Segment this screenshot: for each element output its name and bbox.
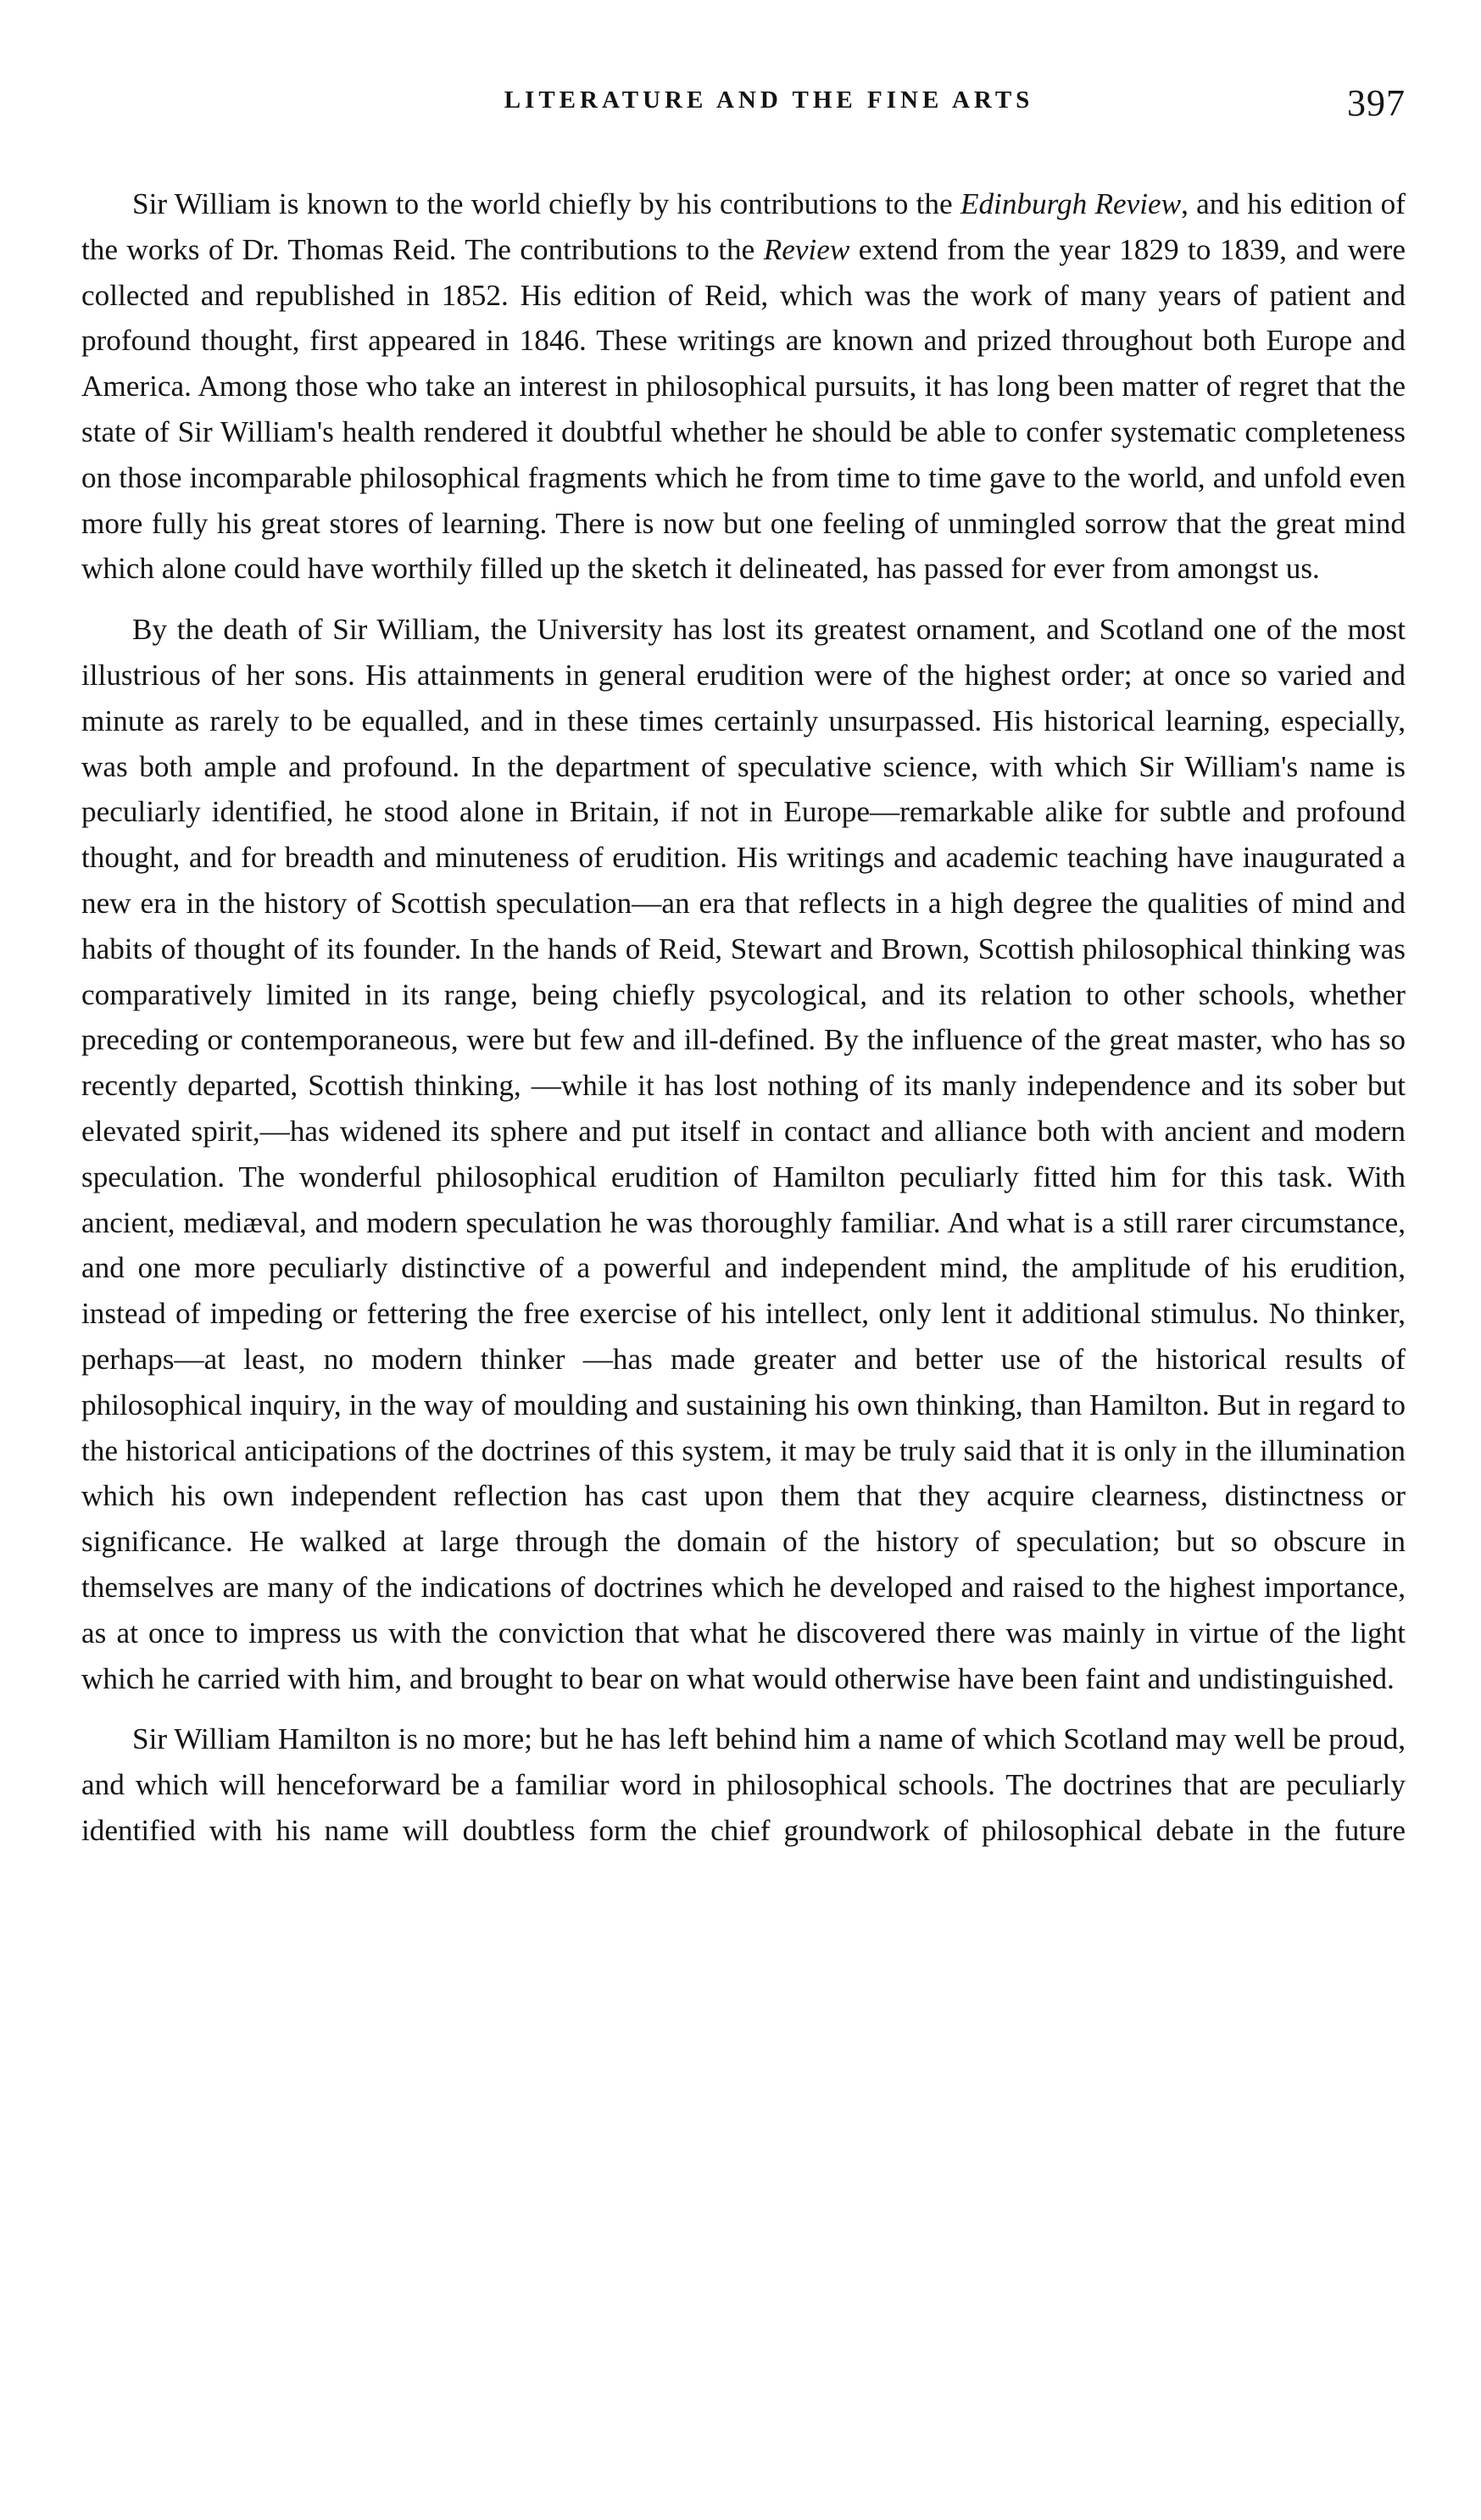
italic-title: Review <box>763 232 850 266</box>
italic-title: Edinburgh Review <box>960 187 1182 220</box>
paragraph-3 <box>81 1716 1406 1853</box>
page-number: 397 <box>1347 82 1406 124</box>
paragraph-1 <box>81 181 1406 592</box>
body-text <box>81 181 1406 1854</box>
text-run: extend from the year 1829 to 1839, and were collected and republished in 1852. His edition of Reid, which was the work of many years of patient and profound thought, first appeared in 1846. These writings are known and prized throughout both Europe and America. Among those who take an interest in philosophical pursuits, it has long been matter of regret that the state of Sir William's health rendered it doubtful whether he should be able to confer systematic completeness on those incomparable philosophical fragments which he from time to time gave to the world, and unfold even more fully his great stores of learning. There is now but one feeling of unmingled sorrow that the great mind which alone could have worthily filled up the sketch it delineated, has passed for ever from amongst us. <box>81 232 1406 586</box>
text-run: By the death of Sir William, the University has lost its greatest ornament, and Scotland one of the most illustrious of her sons. His attainments in general erudition were of the highest order; at once so varied and minute as rarely to be equalled, and in these times certainly unsurpassed. His historical learning, especially, was both ample and profound. In the department of speculative science, with which Sir William's name is peculiarly identified, he stood alone in Britain, if not in Europe—remarkable alike for subtle and profound thought, and for breadth and minuteness of erudition. His writings and academic teaching have inaugurated a new era in the history of Scottish speculation—an era that reflects in a high degree the qualities of mind and habits of thought of its founder. In the hands of Reid, Stewart and Brown, Scottish philosophical thinking was comparatively limited in its range, being chiefly psycological, and its relation to other schools, whether preceding or contemporaneous, were but few and ill-defined. By the influence of the great master, who has so recently departed, Scottish thinking, —while it has lost nothing of its manly independence and its sober but elevated spirit,—has widened its sphere and put itself in contact and alliance both with ancient and modern speculation. The wonderful philosophical erudition of Hamilton peculiarly fitted him for this task. With ancient, mediæval, and modern speculation he was thoroughly familiar. And what is a still rarer circumstance, and one more peculiarly distinctive of a powerful and independent mind, the amplitude of his erudition, instead of impeding or fettering the free exercise of his intellect, only lent it additional stimulus. No thinker, perhaps—at least, no modern thinker —has made greater and better use of the historical results of philosophical inquiry, in the way of moulding and sustaining his own thinking, than Hamilton. But in regard to the historical anticipations of the doctrines of this system, it may be truly said that it is only in the illumination which his own independent reflection has cast upon them that they acquire clearness, distinctness or significance. He walked at large through the domain of the history of speculation; but so obscure in themselves are many of the indications of doctrines which he developed and raised to the highest importance, as at once to impress us with the conviction that what he discovered there was mainly in virtue of the light which he carried with him, and brought to bear on what would otherwise have been faint and undistinguished. <box>81 613 1406 1695</box>
text-run: Sir William Hamilton is no more; but he has left behind him a name of which Scotland may well be proud, and which will henceforward be a familiar word in philosophical schools. The doctrines that are peculiarly identified with his name will doubtless form the chief groundwork of philosophical debate in the future <box>81 1722 1406 1847</box>
running-title: LITERATURE AND THE FINE ARTS <box>504 86 1034 114</box>
running-head <box>81 81 1406 132</box>
text-run: , and his edition of the works of Dr. Thomas Reid. The contributions to the <box>81 187 1406 266</box>
text-run: Sir William is known to the world chiefly by his contributions to the <box>132 187 960 220</box>
paragraph-2 <box>81 607 1406 1701</box>
book-page <box>81 81 1406 1854</box>
